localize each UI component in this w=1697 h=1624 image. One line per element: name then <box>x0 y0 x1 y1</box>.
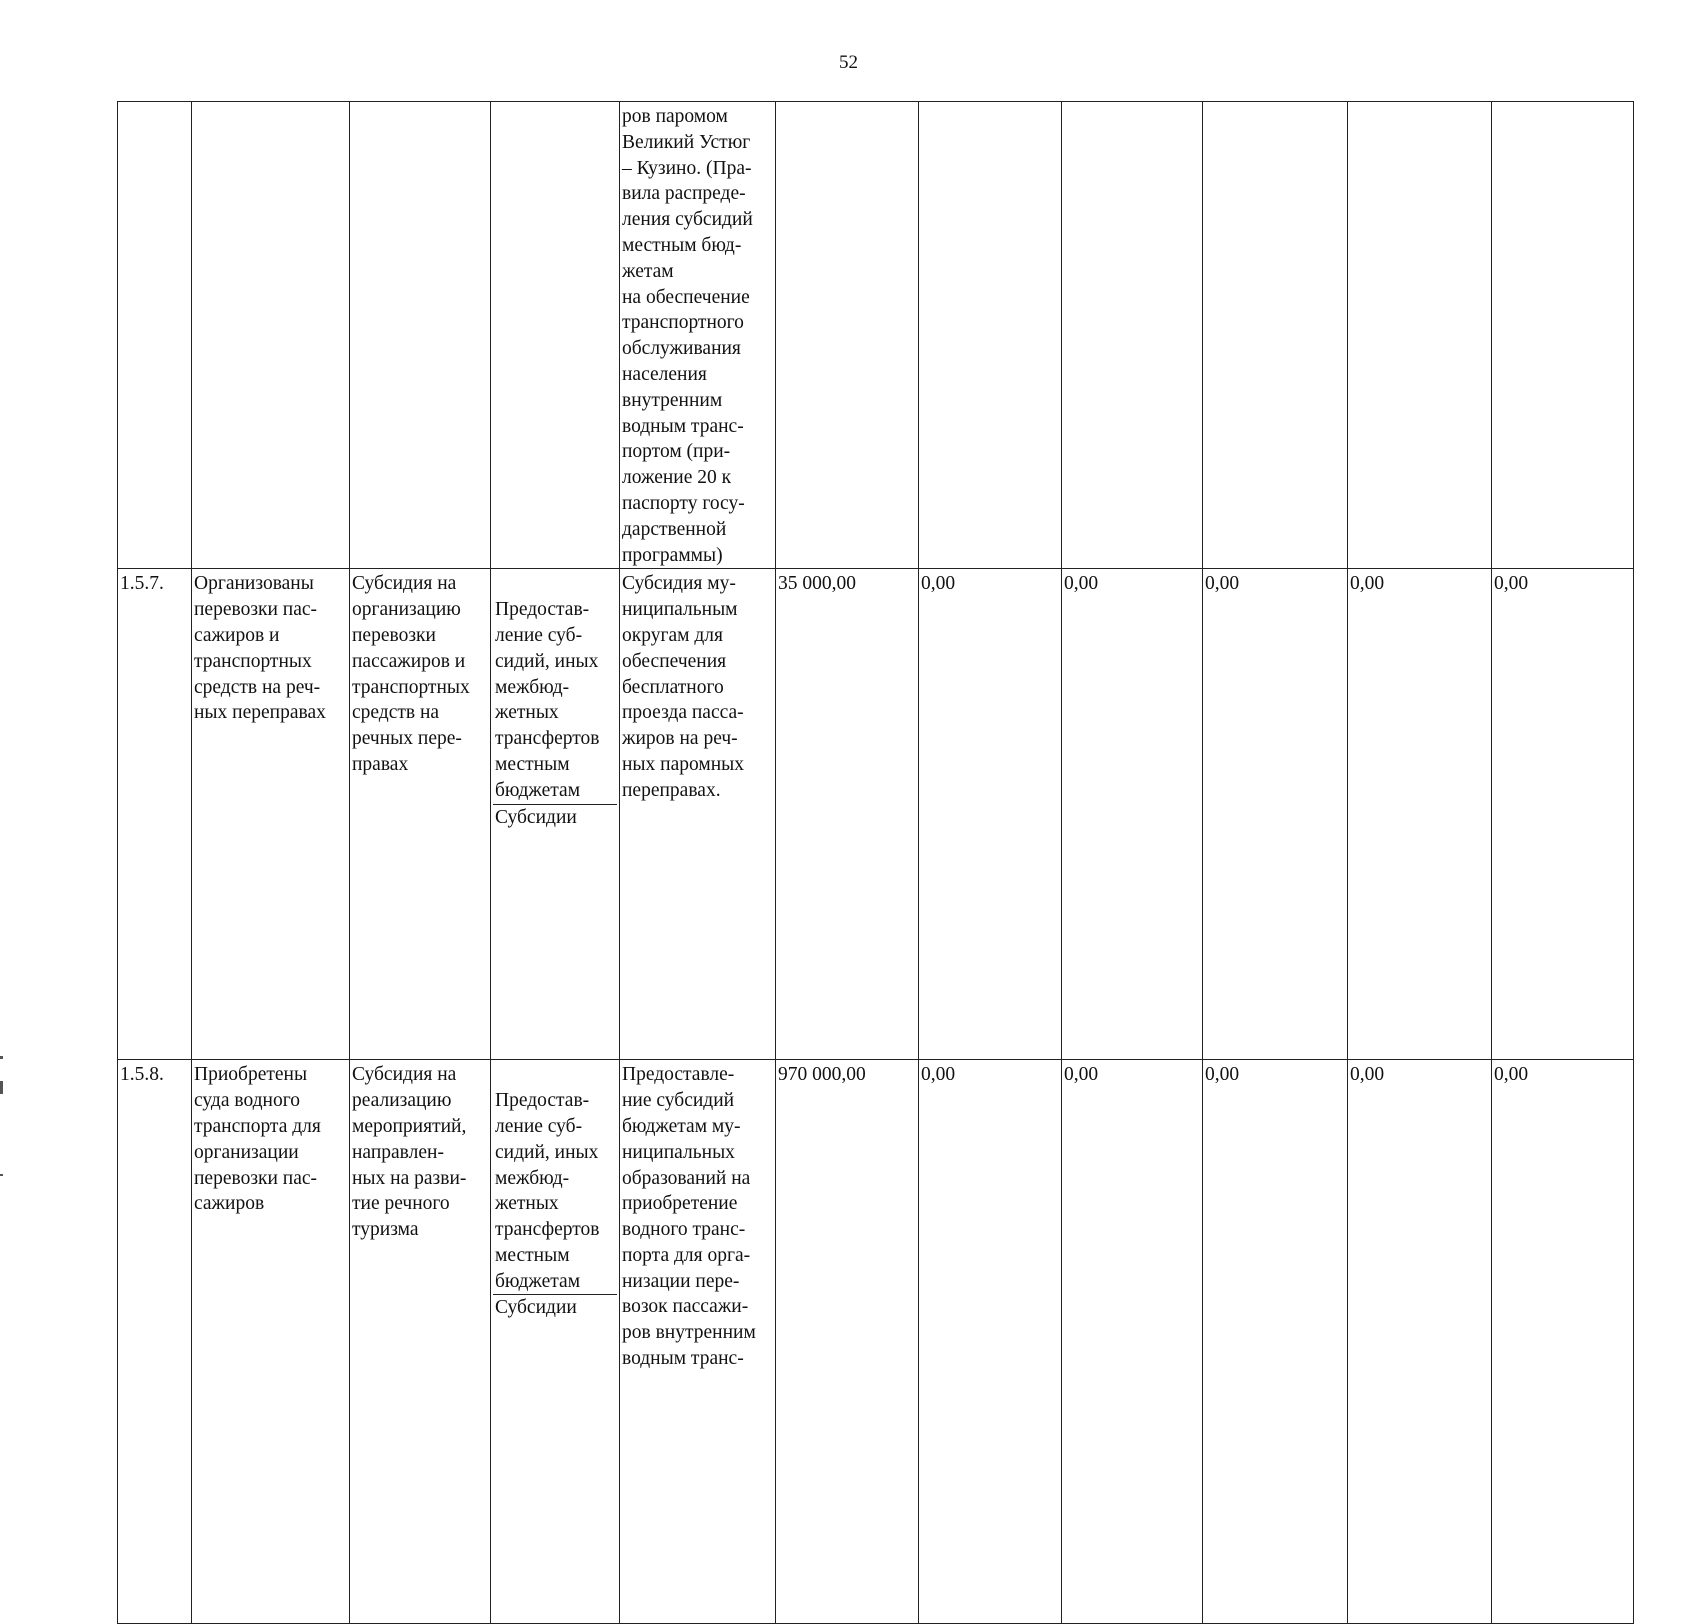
cell-value-3 <box>1062 102 1203 569</box>
scan-mark <box>0 1056 3 1059</box>
cell-value-2 <box>919 102 1062 569</box>
transfer-type-subtable <box>493 1088 617 1597</box>
cell-value-6: 0,00 <box>1492 569 1634 1060</box>
transfer-type-text: Предостав- ление суб- сидий, иных межбюд- жетных трансфертов местным бюджетам <box>495 599 600 801</box>
cell-number <box>118 102 192 569</box>
cell-result: Приобретены суда водного транспорта для организации перевозки пас- сажиров <box>192 1060 350 1624</box>
cell-value-4 <box>1203 102 1348 569</box>
cell-transfer-type <box>491 1060 620 1624</box>
cell-value-5: 0,00 <box>1348 1060 1492 1624</box>
cell-value-5: 0,00 <box>1348 569 1492 1060</box>
table-row <box>118 1060 1634 1624</box>
cell-value-4: 0,00 <box>1203 1060 1348 1624</box>
cell-value-1 <box>776 102 919 569</box>
cell-value-1: 970 000,00 <box>776 1060 919 1624</box>
cell-description: ров паромом Великий Устюг – Кузино. (Пра- вила распреде- ления субсидий местным бюд- жетам на обеспечение транспортного обслуживания населения внутренним водным транс- портом (при- ложение 20 к паспорту госу- дарственной программы) <box>620 102 776 569</box>
cell-transfer-type <box>491 569 620 1060</box>
cell-measure: Субсидия на организацию перевозки пассажиров и транспортных средств на речных пере- правах <box>350 569 491 1060</box>
cell-value-2: 0,00 <box>919 1060 1062 1624</box>
cell-value-4: 0,00 <box>1203 569 1348 1060</box>
cell-value-1: 35 000,00 <box>776 569 919 1060</box>
transfer-subtype-text: Субсидии <box>493 804 617 1034</box>
scan-mark <box>0 1174 3 1176</box>
table-row <box>118 569 1634 1060</box>
cell-result <box>192 102 350 569</box>
cell-measure: Субсидия на реализацию мероприятий, направлен- ных на разви- тие речного туризма <box>350 1060 491 1624</box>
transfer-subtype-text: Субсидии <box>493 1295 617 1598</box>
cell-value-6 <box>1492 102 1634 569</box>
cell-transfer-type <box>491 102 620 569</box>
transfer-type-subtable <box>493 597 617 1033</box>
program-table <box>117 101 1634 1624</box>
scan-mark <box>0 1081 3 1094</box>
cell-description: Субсидия му- ниципальным округам для обеспечения бесплатного проезда пасса- жиров на реч- ных паромных переправах. <box>620 569 776 1060</box>
cell-value-3: 0,00 <box>1062 569 1203 1060</box>
cell-value-2: 0,00 <box>919 569 1062 1060</box>
cell-result: Организованы перевозки пас- сажиров и транспортных средств на реч- ных переправах <box>192 569 350 1060</box>
cell-number: 1.5.7. <box>118 569 192 1060</box>
cell-value-5 <box>1348 102 1492 569</box>
cell-number: 1.5.8. <box>118 1060 192 1624</box>
cell-value-6: 0,00 <box>1492 1060 1634 1624</box>
page-number: 52 <box>839 52 858 73</box>
cell-measure <box>350 102 491 569</box>
table-row <box>118 102 1634 569</box>
cell-description: Предоставле- ние субсидий бюджетам му- ниципальных образований на приобретение водного транс- порта для орга- низации пере- возок пассажи- ров внутренним водным транс- <box>620 1060 776 1624</box>
transfer-type-text: Предостав- ление суб- сидий, иных межбюд- жетных трансфертов местным бюджетам <box>495 1090 600 1292</box>
cell-value-3: 0,00 <box>1062 1060 1203 1624</box>
